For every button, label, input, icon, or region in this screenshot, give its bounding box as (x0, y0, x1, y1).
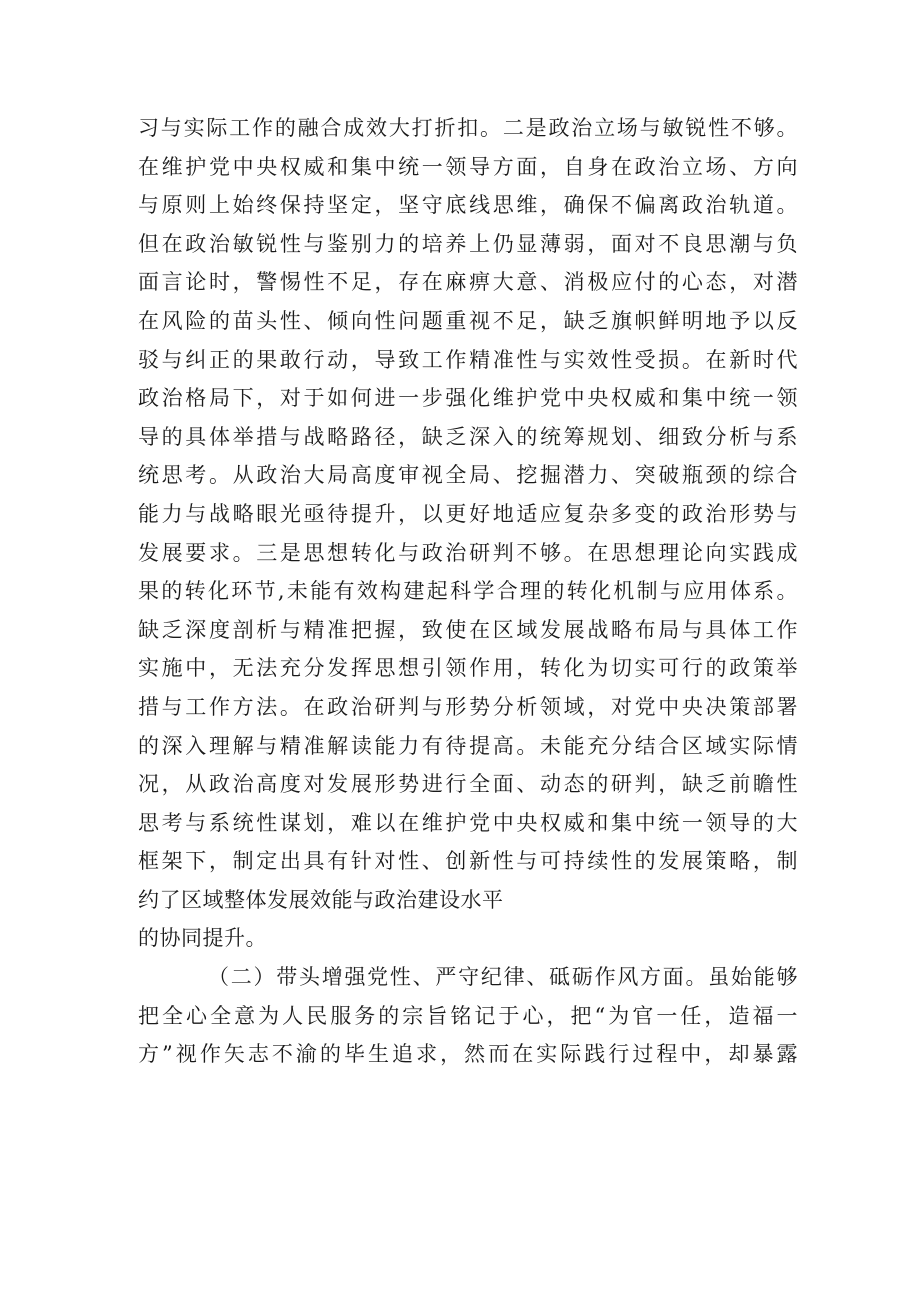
text-line: 约了区域整体发展效能与政治建设水平 (138, 887, 504, 912)
text-line: 在风险的苗头性、倾向性问题重视不足，缺乏旗帜鲜明地予以反 (138, 308, 798, 333)
text-line: 习与实际工作的融合成效大打折扣。二是政治立场与敏锐性不够。 (138, 116, 798, 140)
text-line: 但在政治敏锐性与鉴别力的培养上仍显薄弱，面对不良思潮与负 (138, 231, 798, 256)
text-line: 况，从政治高度对发展形势进行全面、动态的研判，缺乏前瞻性 (138, 772, 798, 797)
text-line: 的深入理解与精准解读能力有待提高。未能充分结合区域实际情 (138, 733, 798, 758)
text-line: 的协同提升。 (138, 926, 267, 951)
text-line: 统思考。从政治大局高度审视全局、挖掘潜力、突破瓶颈的综合 (138, 463, 798, 488)
text-line: 驳与纠正的果敢行动，导致工作精准性与实效性受损。在新时代 (138, 347, 798, 372)
text-line: 缺乏深度剖析与精准把握，致使在区域发展战略布局与具体工作 (138, 617, 798, 642)
text-line: 实施中，无法充分发挥思想引领作用，转化为切实可行的政策举 (138, 656, 798, 681)
section-heading-line: （二）带头增强党性、严守纪律、砥砺作风方面。虽始能够 (208, 965, 798, 990)
text-line: 在维护党中央权威和集中统一领导方面，自身在政治立场、方向 (138, 154, 798, 179)
text-line: 框架下，制定出具有针对性、创新性与可持续性的发展策略，制 (138, 849, 798, 874)
text-line: 发展要求。三是思想转化与政治研判不够。在思想理论向实践成 (138, 540, 798, 565)
text-line: 与原则上始终保持坚定，坚守底线思维，确保不偏离政治轨道。 (138, 193, 798, 218)
text-line: 措与工作方法。在政治研判与形势分析领域，对党中央决策部署 (138, 694, 798, 719)
text-line: 把全心全意为人民服务的宗旨铭记于心，把“为官一任，造福一 (138, 1003, 798, 1028)
text-line: 能力与战略眼光亟待提升，以更好地适应复杂多变的政治形势与 (138, 501, 798, 526)
text-line: 导的具体举措与战略路径，缺乏深入的统筹规划、细致分析与系 (138, 424, 798, 449)
text-line: 面言论时，警惕性不足，存在麻痹大意、消极应付的心态，对潜 (138, 270, 798, 295)
text-line: 方”视作矢志不渝的毕生追求，然而在实际践行过程中，却暴露 (138, 1042, 798, 1067)
document-body (138, 109, 798, 1074)
text-line: 政治格局下，对于如何进一步强化维护党中央权威和集中统一领 (138, 386, 798, 411)
text-line: 思考与系统性谋划，难以在维护党中央权威和集中统一领导的大 (138, 810, 798, 835)
text-line: 果的转化环节,未能有效构建起科学合理的转化机制与应用体系。 (138, 579, 798, 604)
